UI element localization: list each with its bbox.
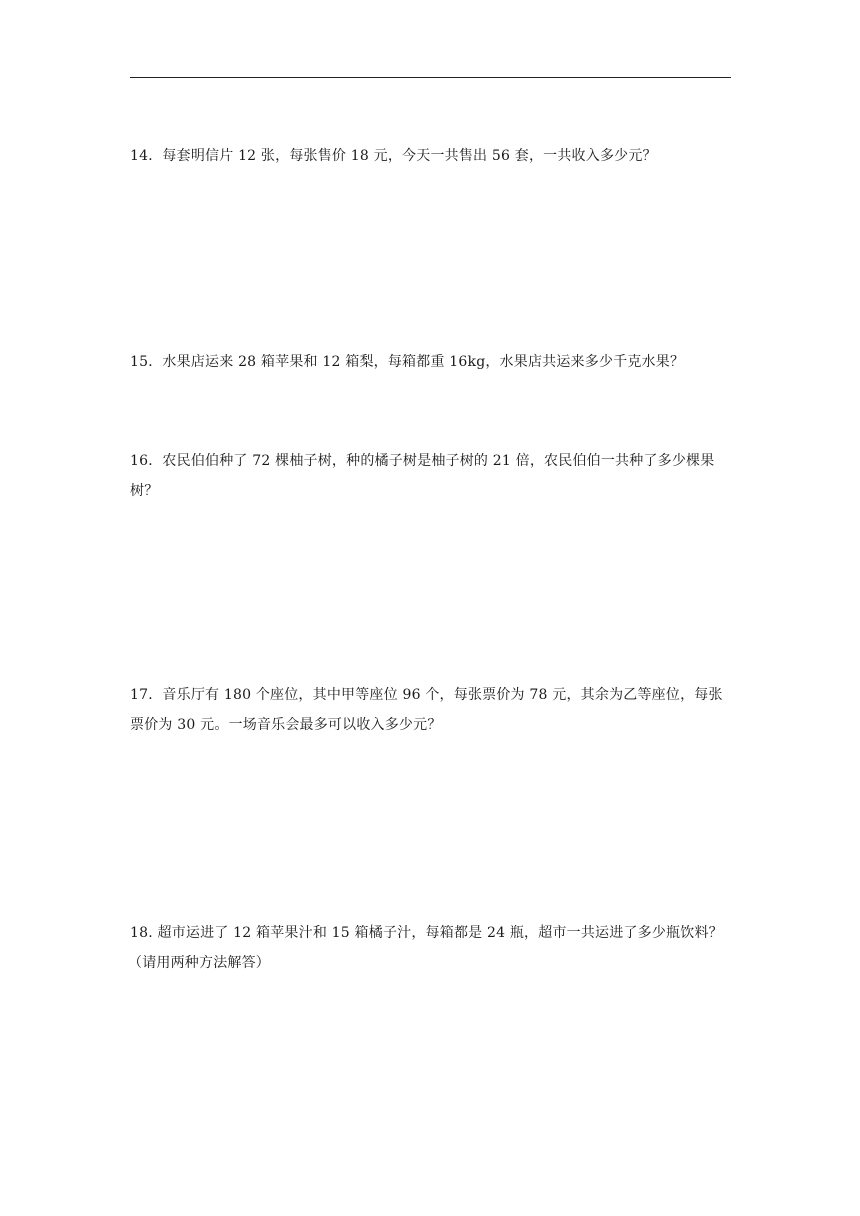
question-16-text-line-2: 树？: [130, 483, 159, 499]
question-17-text-line-1: 17．音乐厅有 180 个座位，其中甲等座位 96 个，每张票价为 78 元，其余为乙等座位，每张: [130, 687, 723, 703]
question-16-text-line-1: 16．农民伯伯种了 72 棵柚子树，种的橘子树是柚子树的 21 倍，农民伯伯一共种了多少棵果: [130, 453, 715, 469]
header-divider: [130, 77, 731, 78]
question-15-text: 15．水果店运来 28 箱苹果和 12 箱梨，每箱都重 16kg，水果店共运来多少千克水果？: [130, 354, 685, 370]
question-14-text: 14．每套明信片 12 张，每张售价 18 元，今天一共售出 56 套，一共收入多少元？: [130, 148, 657, 164]
question-17-text-line-2: 票价为 30 元。一场音乐会最多可以收入多少元？: [130, 717, 442, 733]
question-14: [130, 141, 733, 171]
question-18-text: 18. 超市运进了 12 箱苹果汁和 15 箱橘子汁，每箱都是 24 瓶，超市一共运进了多少瓶饮料？: [130, 925, 723, 941]
question-16: [130, 446, 733, 506]
question-17: [130, 680, 733, 740]
question-18-instruction: （请用两种方法解答）: [128, 955, 270, 971]
question-15: [130, 347, 733, 377]
question-18: [130, 918, 733, 978]
